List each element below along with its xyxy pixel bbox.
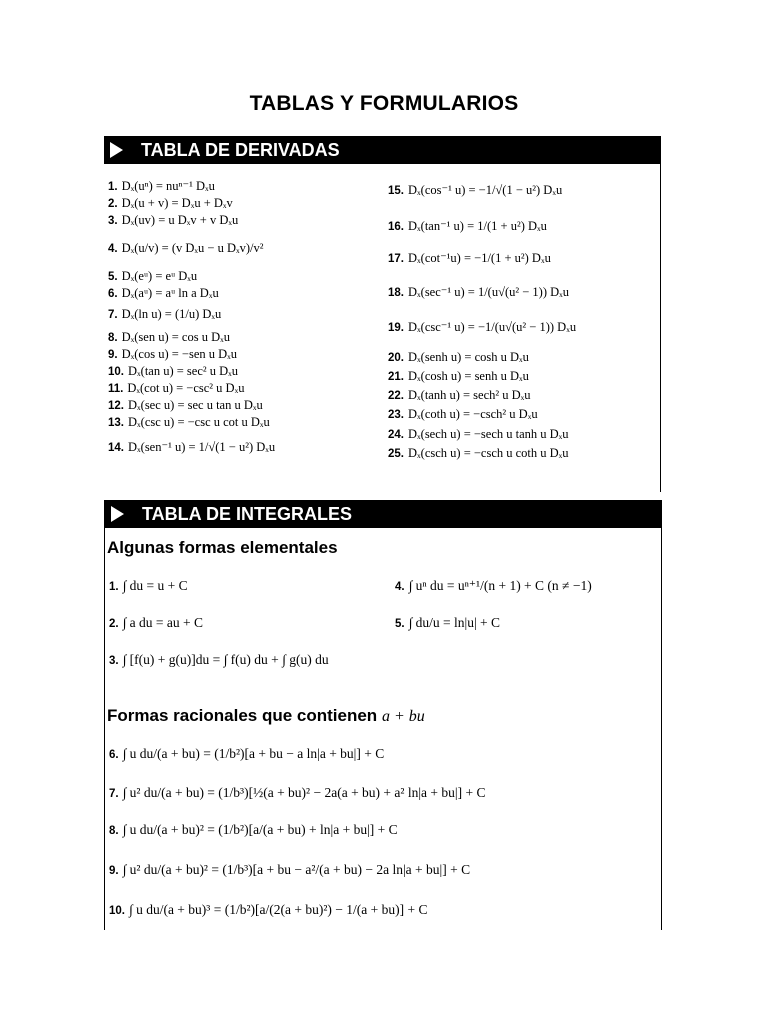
derivative-formula: 22. Dₓ(tanh u) = sech² u Dₓu <box>388 388 531 402</box>
page-title: TABLAS Y FORMULARIOS <box>249 92 519 115</box>
derivative-formula: 1. Dₓ(uⁿ) = nuⁿ⁻¹ Dₓu <box>108 179 215 193</box>
derivative-formula: 14. Dₓ(sen⁻¹ u) = 1/√(1 − u²) Dₓu <box>108 440 276 454</box>
derivative-formula: 4. Dₓ(u/v) = (v Dₓu − u Dₓv)/v² <box>108 241 264 255</box>
triangle-right-icon <box>111 506 124 522</box>
derivative-formula: 25. Dₓ(csch u) = −csch u coth u Dₓu <box>388 446 569 460</box>
integral-formula: 7. ∫ u² du/(a + bu) = (1/b³)[½(a + bu)² − 2a(a + bu) + a² ln|a + bu|] + C <box>109 785 486 800</box>
derivatives-panel <box>104 136 661 492</box>
derivative-formula: 17. Dₓ(cot⁻¹u) = −1/(1 + u²) Dₓu <box>388 251 551 265</box>
derivative-formula: 10. Dₓ(tan u) = sec² u Dₓu <box>108 364 239 378</box>
derivative-formula: 3. Dₓ(uv) = u Dₓv + v Dₓu <box>108 213 239 227</box>
integral-formula: 9. ∫ u² du/(a + bu)² = (1/b³)[a + bu − a²/(a + bu) − 2a ln|a + bu|] + C <box>109 862 471 877</box>
derivative-formula: 21. Dₓ(cosh u) = senh u Dₓu <box>388 369 529 383</box>
derivative-formula: 24. Dₓ(sech u) = −sech u tanh u Dₓu <box>388 427 569 441</box>
section-title-racionales: Formas racionales que contienen a + bu <box>107 706 425 725</box>
integrals-header-bar <box>105 500 661 528</box>
derivative-formula: 2. Dₓ(u + v) = Dₓu + Dₓv <box>108 196 233 210</box>
integral-formula: 4. ∫ uⁿ du = uⁿ⁺¹/(n + 1) + C (n ≠ −1) <box>395 578 592 593</box>
integrals-panel <box>104 500 662 930</box>
derivative-formula: 9. Dₓ(cos u) = −sen u Dₓu <box>108 347 238 361</box>
integral-formula: 8. ∫ u du/(a + bu)² = (1/b²)[a/(a + bu) + ln|a + bu|] + C <box>109 822 398 837</box>
derivative-formula: 15. Dₓ(cos⁻¹ u) = −1/√(1 − u²) Dₓu <box>388 183 563 197</box>
derivative-formula: 12. Dₓ(sec u) = sec u tan u Dₓu <box>108 398 263 412</box>
derivatives-header: TABLA DE DERIVADAS <box>141 139 340 160</box>
integral-formula: 3. ∫ [f(u) + g(u)]du = ∫ f(u) du + ∫ g(u) du <box>109 652 329 667</box>
derivative-formula: 7. Dₓ(ln u) = (1/u) Dₓu <box>108 307 222 321</box>
derivative-formula: 19. Dₓ(csc⁻¹ u) = −1/(u√(u² − 1)) Dₓu <box>388 320 577 334</box>
derivative-formula: 8. Dₓ(sen u) = cos u Dₓu <box>108 330 230 344</box>
derivative-formula: 18. Dₓ(sec⁻¹ u) = 1/(u√(u² − 1)) Dₓu <box>388 285 570 299</box>
derivative-formula: 23. Dₓ(coth u) = −csch² u Dₓu <box>388 407 538 421</box>
integrals-header: TABLA DE INTEGRALES <box>142 503 352 524</box>
derivative-formula: 20. Dₓ(senh u) = cosh u Dₓu <box>388 350 529 364</box>
triangle-right-icon <box>110 142 123 158</box>
derivatives-header-bar <box>104 136 660 164</box>
integral-formula: 6. ∫ u du/(a + bu) = (1/b²)[a + bu − a ln|a + bu|] + C <box>109 746 385 761</box>
integral-formula: 1. ∫ du = u + C <box>109 578 188 593</box>
derivative-formula: 13. Dₓ(csc u) = −csc u cot u Dₓu <box>108 415 270 429</box>
derivative-formula: 6. Dₓ(aᵘ) = aᵘ ln a Dₓu <box>108 286 219 300</box>
integral-formula: 5. ∫ du/u = ln|u| + C <box>395 615 501 630</box>
derivative-formula: 11. Dₓ(cot u) = −csc² u Dₓu <box>108 381 245 395</box>
derivative-formula: 16. Dₓ(tan⁻¹ u) = 1/(1 + u²) Dₓu <box>388 219 547 233</box>
section-title-elementales: Algunas formas elementales <box>107 538 338 557</box>
integral-formula: 10. ∫ u du/(a + bu)³ = (1/b²)[a/(2(a + bu)²) − 1/(a + bu)] + C <box>109 902 428 917</box>
derivative-formula: 5. Dₓ(eᵘ) = eᵘ Dₓu <box>108 269 198 283</box>
integral-formula: 2. ∫ a du = au + C <box>109 615 204 630</box>
